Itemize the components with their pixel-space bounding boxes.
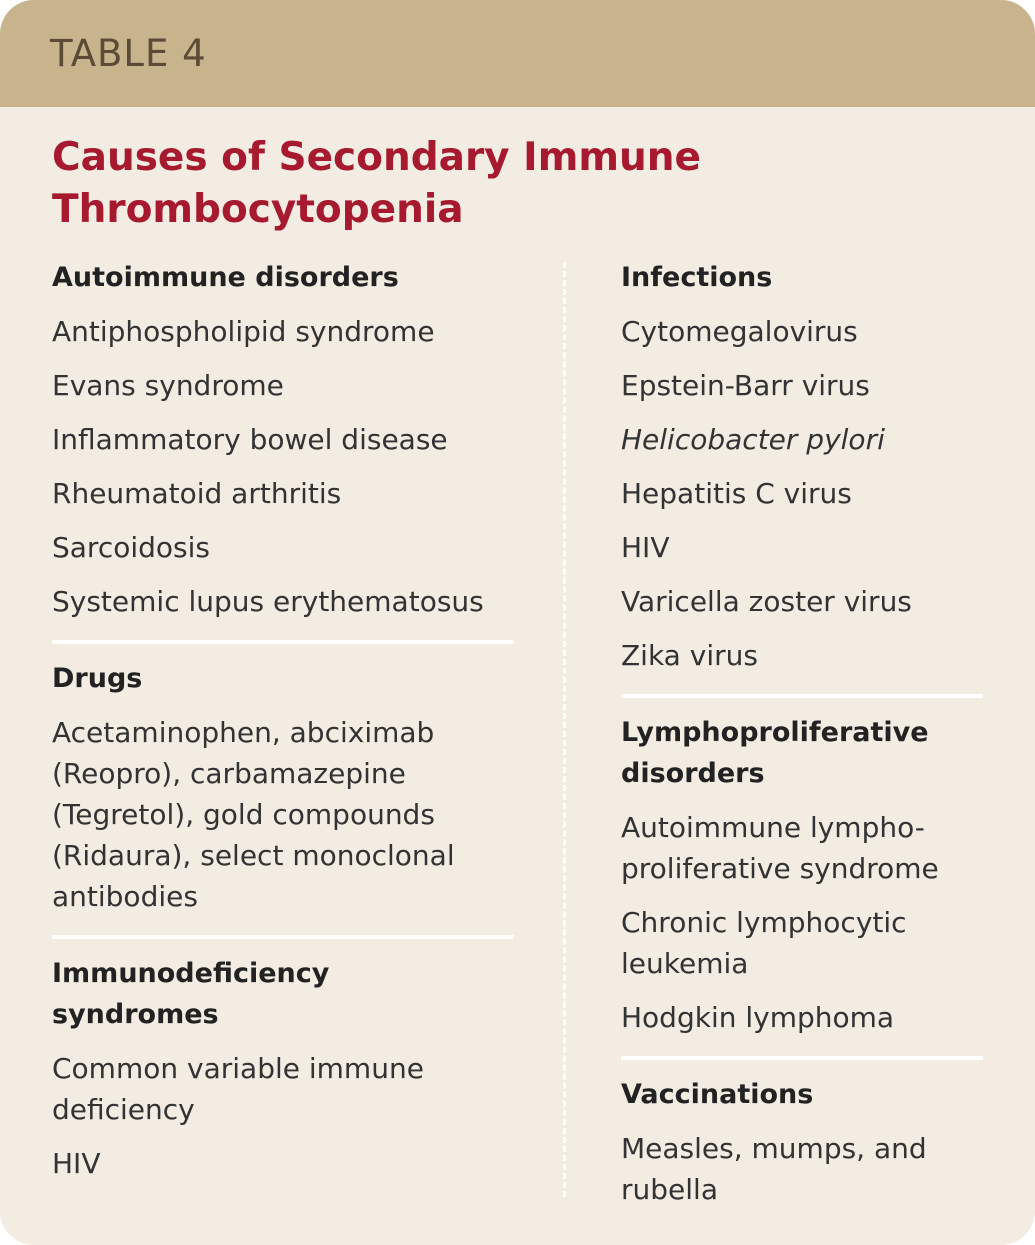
list-item: Zika virus (621, 639, 758, 672)
table-header (0, 0, 1035, 107)
section-heading: Vaccinations (621, 1079, 814, 1110)
list-item: Acetaminophen, abciximab (Reopro), carbamazepine (Tegretol), gold compounds (Ridaura), select monoclonal antibodies (52, 716, 455, 913)
table-title: Causes of Secondary Immune Thrombocytopenia (52, 135, 701, 232)
column-divider (563, 262, 566, 1197)
list-item: Common variable immune deficiency (52, 1052, 424, 1126)
list-item: Cytomegalovirus (621, 315, 858, 348)
list-item: Sarcoidosis (52, 531, 210, 564)
section-drugs (52, 658, 527, 917)
left-column (52, 255, 527, 1184)
section-autoimmune (52, 257, 527, 622)
section-lymphoproliferative (621, 712, 1001, 1038)
section-immunodeficiency (52, 953, 527, 1184)
section-heading: Infections (621, 262, 773, 293)
section-separator (52, 640, 514, 644)
list-item: HIV (621, 531, 670, 564)
table-number: TABLE 4 (50, 32, 207, 75)
list-item: Epstein-Barr virus (621, 369, 870, 402)
section-heading: Immunodeficiency syndromes (52, 958, 330, 1030)
section-separator (621, 1056, 983, 1060)
list-item: Measles, mumps, and rubella (621, 1132, 927, 1206)
section-heading: Drugs (52, 663, 143, 694)
list-item: Varicella zoster virus (621, 585, 912, 618)
list-item: Autoimmune lympho-proliferative syndrome (621, 811, 939, 885)
list-item: Evans syndrome (52, 369, 284, 402)
list-item: Hodgkin lymphoma (621, 1001, 895, 1034)
list-item: Inflammatory bowel disease (52, 423, 448, 456)
list-item: HIV (52, 1147, 101, 1180)
list-item: Hepatitis C virus (621, 477, 852, 510)
section-separator (52, 935, 514, 939)
section-infections (621, 257, 1001, 676)
section-vaccinations (621, 1074, 1001, 1210)
section-heading: Lymphoproliferative disorders (621, 717, 929, 789)
list-item: Rheumatoid arthritis (52, 477, 342, 510)
list-item: Systemic lupus erythematosus (52, 585, 484, 618)
list-item: Helicobacter pylori (621, 423, 885, 456)
section-separator (621, 694, 983, 698)
section-heading: Autoimmune disorders (52, 262, 399, 293)
list-item: Antiphospholipid syndrome (52, 315, 435, 348)
right-column (621, 255, 1001, 1210)
list-item: Chronic lymphocytic leukemia (621, 906, 907, 980)
